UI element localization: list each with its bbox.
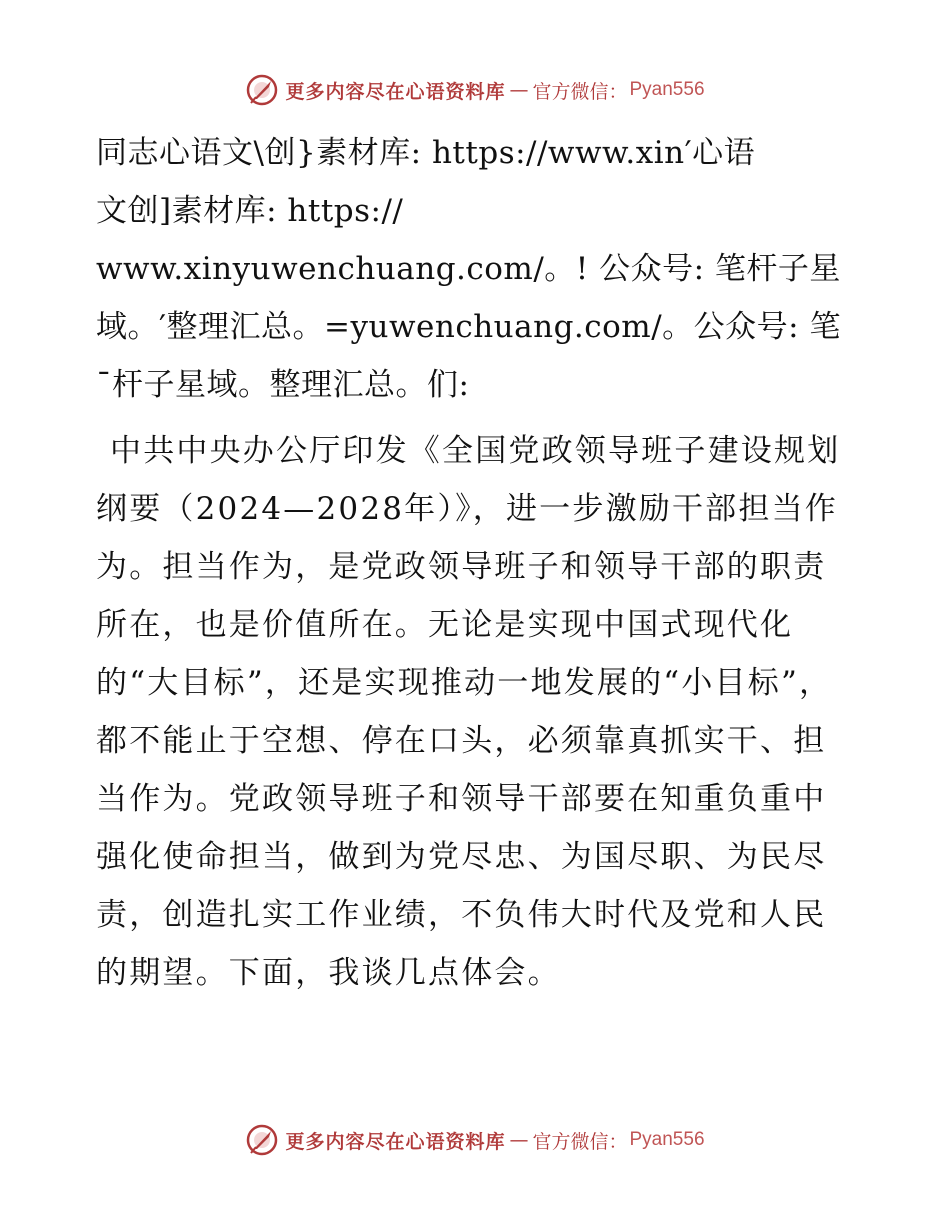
intro-line: 同志心语文\创}素材库: https://www.xin′心语 bbox=[96, 135, 756, 171]
footer-banner-text: 更多内容尽在心语资料库 bbox=[285, 1130, 506, 1153]
footer-contact-label: 官方微信： bbox=[532, 1130, 628, 1153]
header-banner-text: 更多内容尽在心语资料库 bbox=[285, 80, 506, 103]
header-banner-dash: — bbox=[509, 79, 529, 101]
document-body bbox=[96, 124, 856, 1002]
intro-line: www.xinyuwenchuang.com/。! 公众号: 笔杆子星 bbox=[96, 251, 841, 287]
footer-banner-dash: — bbox=[509, 1129, 529, 1151]
intro-paragraph bbox=[96, 124, 856, 414]
page-header-banner bbox=[0, 70, 950, 110]
header-contact-id: Pyan556 bbox=[629, 79, 705, 100]
intro-line: 域。′整理汇总。=yuwenchuang.com/。公众号: 笔 bbox=[96, 309, 841, 345]
intro-line: ¯杆子星域。整理汇总。们: bbox=[96, 367, 470, 403]
header-contact-label: 官方微信： bbox=[532, 80, 628, 103]
footer-contact-id: Pyan556 bbox=[629, 1129, 705, 1150]
quill-logo-icon bbox=[245, 1123, 279, 1157]
quill-logo-icon bbox=[245, 73, 279, 107]
body-paragraph: 中共中央办公厅印发《全国党政领导班子建设规划纲要（2024—2028年）》，进一步激励干部担当作为。担当作为，是党政领导班子和领导干部的职责所在，也是价值所在。无论是实现中国式现代化的“大目标”，还是实现推动一地发展的“小目标”，都不能止于空想、停在口头，必须靠真抓实干、担当作为。党政领导班子和领导干部要在知重负重中强化使命担当，做到为党尽忠、为国尽职、为民尽责，创造扎实工作业绩，不负伟大时代及党和人民的期望。下面，我谈几点体会。 bbox=[96, 433, 841, 991]
intro-line: 文创]素材库: https:// bbox=[96, 193, 404, 229]
page-footer-banner bbox=[0, 1120, 950, 1160]
